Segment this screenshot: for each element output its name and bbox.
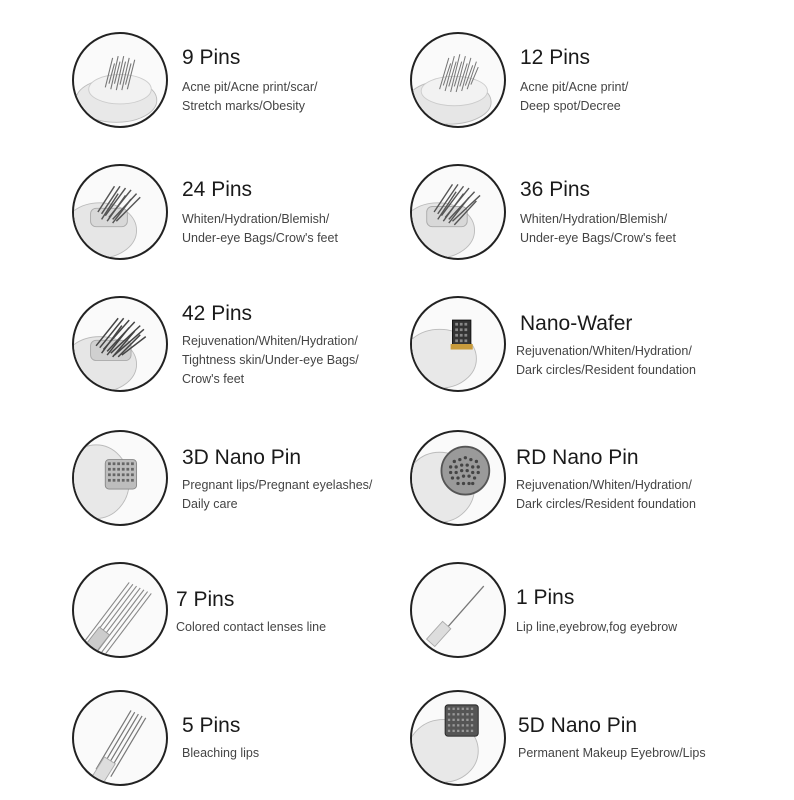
list-item: [72, 562, 452, 672]
item-description: Bleaching lips: [182, 746, 260, 760]
5d-nano-pin-cartridge-icon: [410, 690, 506, 786]
needle-cartridge-9-pins-icon: [72, 32, 168, 128]
list-item: [410, 430, 790, 540]
item-title: 1 Pins: [516, 586, 575, 609]
item-title: 7 Pins: [176, 588, 235, 611]
needle-cartridge-12-pins-icon: [410, 32, 506, 128]
item-description: Rejuvenation/Whiten/Hydration/ Tightness skin/Under-eye Bags/ Crow's feet: [182, 334, 359, 386]
item-description: Rejuvenation/Whiten/Hydration/ Dark circles/Resident foundation: [516, 478, 696, 511]
list-item: [410, 690, 790, 800]
item-title: 5 Pins: [182, 714, 241, 737]
list-item: [410, 562, 790, 672]
1-pin-needle-icon: [410, 562, 506, 658]
needle-cartridge-24-pins-icon: [72, 164, 168, 260]
list-item: [410, 296, 790, 406]
item-description: Whiten/Hydration/Blemish/ Under-eye Bags/Crow's feet: [520, 212, 676, 245]
list-item: [72, 296, 452, 406]
item-description: Lip line,eyebrow,fog eyebrow: [516, 620, 678, 634]
item-title: 3D Nano Pin: [182, 446, 302, 469]
item-title: 12 Pins: [520, 46, 591, 69]
item-title: 24 Pins: [182, 178, 253, 201]
list-item: [72, 430, 452, 540]
item-title: 9 Pins: [182, 46, 241, 69]
nano-wafer-cartridge-icon: [410, 296, 506, 392]
list-item: [72, 164, 452, 274]
item-title: RD Nano Pin: [516, 446, 639, 469]
needle-cartridge-42-pins-icon: [72, 296, 168, 392]
item-description: Acne pit/Acne print/scar/ Stretch marks/Obesity: [182, 80, 318, 113]
list-item: [72, 32, 452, 142]
item-title: 42 Pins: [182, 302, 253, 325]
needle-cartridge-36-pins-icon: [410, 164, 506, 260]
rd-nano-pin-cartridge-icon: [410, 430, 506, 526]
item-description: Pregnant lips/Pregnant eyelashes/ Daily care: [182, 478, 373, 511]
item-description: Rejuvenation/Whiten/Hydration/ Dark circles/Resident foundation: [516, 344, 696, 377]
3d-nano-pin-cartridge-icon: [72, 430, 168, 526]
item-title: 5D Nano Pin: [518, 714, 638, 737]
list-item: [410, 164, 790, 274]
item-description: Permanent Makeup Eyebrow/Lips: [518, 746, 706, 760]
7-pins-needle-icon: [72, 562, 168, 658]
item-description: Colored contact lenses line: [176, 620, 327, 634]
5-pins-needle-icon: [72, 690, 168, 786]
item-description: Whiten/Hydration/Blemish/ Under-eye Bags/Crow's feet: [182, 212, 338, 245]
list-item: [72, 690, 452, 800]
list-item: [410, 32, 790, 142]
item-title: 36 Pins: [520, 178, 591, 201]
item-title: Nano-Wafer: [520, 312, 633, 335]
item-description: Acne pit/Acne print/ Deep spot/Decree: [520, 80, 629, 113]
